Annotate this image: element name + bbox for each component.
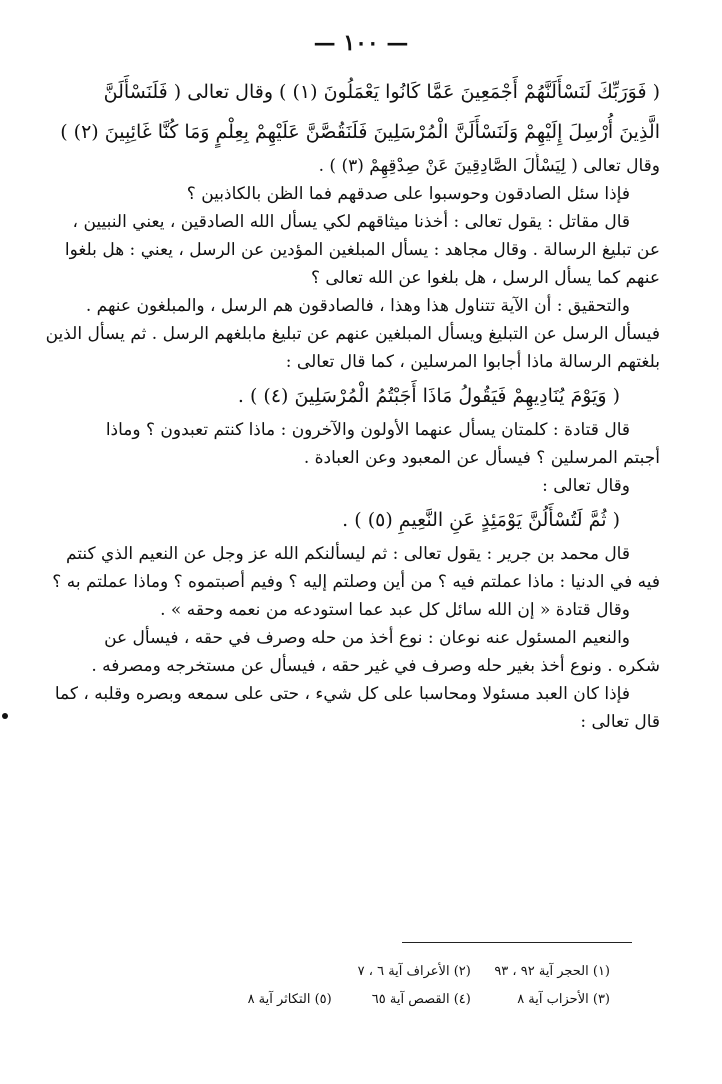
- page-number: — ١٠٠ —: [313, 30, 409, 56]
- text-line: شكره . ونوع أخذ بغير حله وصرف في غير حقه ، فيسأل عن مستخرجه ومصرفه .: [91, 656, 660, 676]
- text-line: فإذا سئل الصادقون وحوسبوا على صدقهم فما الظن بالكاذبين ؟: [186, 184, 630, 204]
- text-line: وقال تعالى :: [542, 476, 630, 496]
- text-line: وقال تعالى ( لِيَسْأَلَ الصَّادِقِينَ عَنْ صِدْقِهِمْ (٣) ) .: [318, 156, 660, 176]
- verse-line: ( وَيَوْمَ يُنَادِيهِمْ فَيَقُولُ مَاذَا أَجَبْتُمُ الْمُرْسَلِينَ (٤) ) .: [237, 385, 620, 407]
- footnote-row: [200, 958, 610, 986]
- text-line: قال مقاتل : يقول تعالى : أخذنا ميثاقهم لكي يسأل الله الصادقين ، يعني النبيين ،: [72, 212, 630, 232]
- text-line: وقال قتادة « إن الله سائل كل عبد عما استودعه من نعمه وحقه » .: [160, 600, 630, 620]
- text-line: قال محمد بن جرير : يقول تعالى : ثم ليسألنكم الله عز وجل عن النعيم الذي كنتم: [65, 544, 630, 564]
- footnote-row: [200, 986, 610, 1014]
- margin-dot-icon: [2, 713, 8, 719]
- text-line: فإذا كان العبد مسئولا ومحاسبا على كل شيء ، حتى على سمعه وبصره وقلبه ، كما: [54, 684, 630, 704]
- footnote-item: (٢) الأعراف آية ٦ ، ٧: [357, 964, 471, 979]
- text-line: عن تبليغ الرسالة . وقال مجاهد : يسأل المبلغين المؤدين عن الرسل ، يعني : هل بلغوا: [64, 240, 660, 260]
- footnote-item: (١) الحجر آية ٩٢ ، ٩٣: [494, 964, 610, 979]
- text-line: قال تعالى :: [580, 712, 660, 732]
- body-text: [20, 72, 660, 736]
- text-line: أجبتم المرسلين ؟ فيسأل عن المعبود وعن العبادة .: [303, 448, 660, 468]
- text-line: فيه في الدنيا : ماذا عملتم فيه ؟ من أين وصلتم إليه ؟ وفيم أصبتموه ؟ وماذا عملتم به ؟: [52, 572, 660, 592]
- text-line: والنعيم المسئول عنه نوعان : نوع أخذ من حله وصرف في حقه ، فيسأل عن: [104, 628, 630, 648]
- text-line: بلغتهم الرسالة ماذا أجابوا المرسلين ، كما قال تعالى :: [285, 352, 660, 372]
- text-line: قال قتادة : كلمتان يسأل عنهما الأولون والآخرون : ماذا كنتم تعبدون ؟ وماذا: [105, 420, 630, 440]
- footnote-item: (٥) التكاثر آية ٨: [247, 992, 332, 1007]
- footnote-divider: [402, 942, 632, 943]
- text-line: والتحقيق : أن الآية تتناول هذا وهذا ، فالصادقون هم الرسل ، والمبلغون عنهم .: [85, 296, 630, 316]
- verse-line: الَّذِينَ أُرْسِلَ إِلَيْهِمْ وَلَنَسْأَلَنَّ الْمُرْسَلِينَ فَلَنَقُصَّنَّ عَلَيْهِمْ بِعِلْمٍ وَمَا كُنَّا غَائِبِينَ (٢) ): [60, 121, 660, 143]
- footnote-item: (٤) القصص آية ٦٥: [371, 992, 471, 1007]
- footnotes: [200, 958, 610, 1014]
- text-line: عنهم كما يسأل الرسل ، هل بلغوا عن الله تعالى ؟: [311, 268, 660, 288]
- text-line: فيسأل الرسل عن التبليغ ويسأل المبلغين عنهم عن تبليغ مابلغهم الرسل . ثم يسأل الذين: [45, 324, 660, 344]
- verse-line: ( فَوَرَبِّكَ لَنَسْأَلَنَّهُمْ أَجْمَعِينَ عَمَّا كَانُوا يَعْمَلُونَ (١) ) وقال تعالى ( فَلَنَسْأَلَنَّ: [103, 81, 660, 103]
- verse-line: ( ثُمَّ لَتُسْأَلُنَّ يَوْمَئِذٍ عَنِ النَّعِيمِ (٥) ) .: [342, 509, 620, 531]
- footnote-item: (٣) الأحزاب آية ٨: [517, 992, 610, 1007]
